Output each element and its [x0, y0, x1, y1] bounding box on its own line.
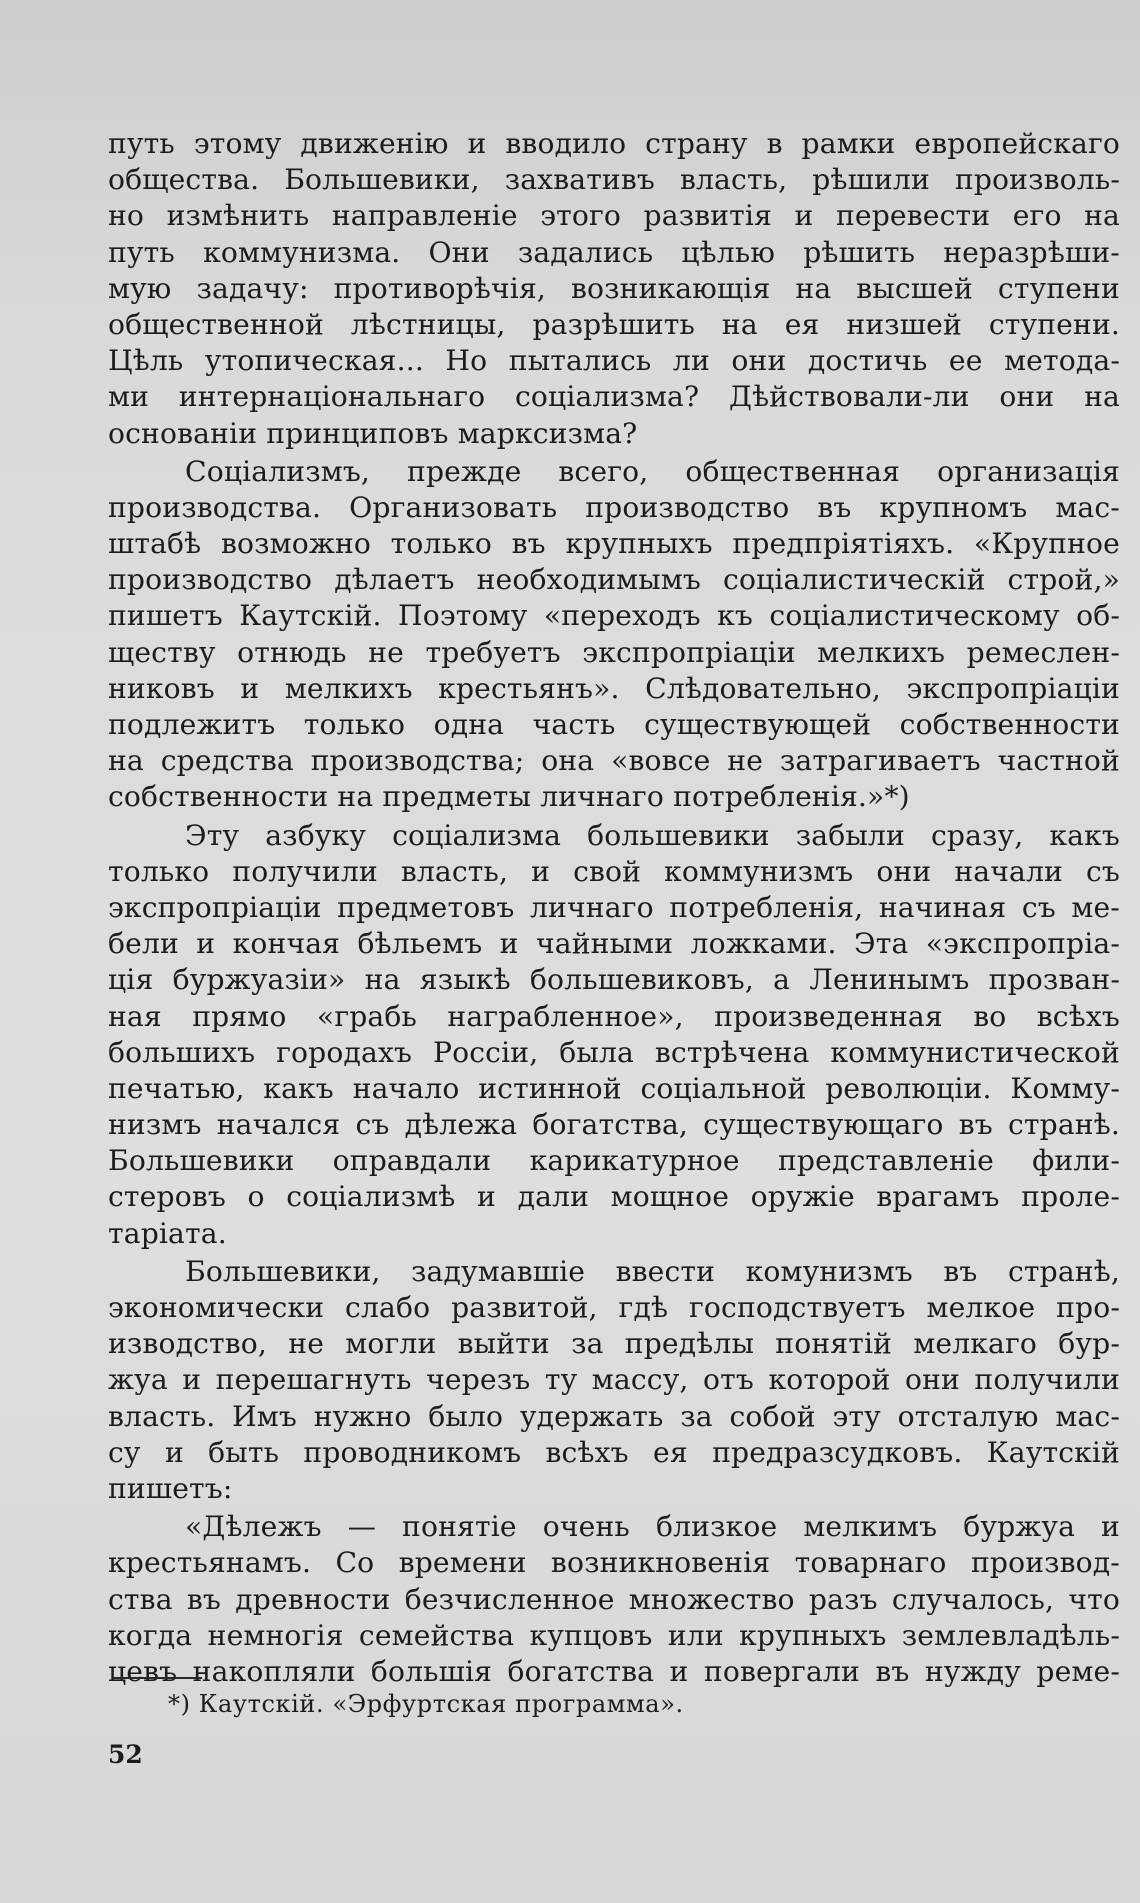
text-line: на средства производства; она «вовсе не затрагиваетъ частной	[108, 744, 1120, 778]
text-line: большихъ городахъ Россіи, была встрѣчена коммунистической	[108, 1035, 1120, 1069]
text-line: собственности на предметы личнаго потребленія.»*)	[108, 780, 910, 814]
text-line: жуа и перешагнуть черезъ ту массу, отъ которой они получили	[108, 1363, 1120, 1397]
text-line: власть. Имъ нужно было удержать за собой эту отсталую мас-	[108, 1399, 1120, 1433]
text-line: пишетъ:	[108, 1471, 233, 1505]
text-line: ми интернаціональнаго соціализма? Дѣйствовали-ли они на	[108, 380, 1120, 414]
text-line: экспропріаціи предметовъ личнаго потребленія, начиная съ ме-	[108, 890, 1120, 924]
text-line: ществу отнюдь не требуетъ экспропріаціи мелкихъ ремеслен-	[108, 635, 1120, 669]
text-line: подлежитъ только одна часть существующей собственности	[108, 708, 1120, 741]
text-line: никовъ и мелкихъ крестьянъ». Слѣдовательно, экспропріаціи	[108, 671, 1120, 705]
text-line: основаніи принциповъ марксизма?	[108, 416, 638, 450]
text-line: но измѣнить направленіе этого развитія и перевести его на	[108, 199, 1120, 233]
text-line: общества. Большевики, захвативъ власть, рѣшили произволь-	[108, 163, 1120, 197]
text-line: бели и кончая бѣльемъ и чайными ложками. Эта «экспропріа-	[108, 927, 1120, 961]
footnote: *) Каутскій. «Эрфуртская программа».	[168, 1690, 684, 1718]
text-line: общественной лѣстницы, разрѣшить на ея низшей ступени.	[108, 307, 1120, 341]
text-line: низмъ начался съ дѣлежа богатства, существующаго въ странѣ.	[108, 1108, 1120, 1142]
text-line: «Дѣлежъ — понятіе очень близкое мелкимъ буржуа и	[185, 1510, 1120, 1544]
text-line: ства въ древности безчисленное множество разъ случалось, что	[108, 1582, 1120, 1616]
text-line: изводство, не могли выйти за предѣлы понятій мелкаго бур-	[108, 1327, 1120, 1361]
text-line: мую задачу: противорѣчія, возникающія на высшей ступени	[108, 271, 1120, 305]
paragraph-1	[108, 126, 1120, 452]
text-line: стеровъ о соціализмѣ и дали мощное оружіе врагамъ проле-	[108, 1180, 1120, 1214]
text-line: штабѣ возможно только въ крупныхъ предпріятіяхъ. «Крупное	[108, 527, 1120, 561]
footnote-divider	[112, 1677, 202, 1679]
text-line: ная прямо «грабь награбленное», произведенная во всѣхъ	[108, 999, 1120, 1033]
text-line: путь этому движенію и вводило страну в рамки европейскаго	[108, 127, 1120, 160]
paragraph-5	[108, 1509, 1120, 1690]
text-line: Большевики оправдали карикатурное представленіе фили-	[108, 1144, 1120, 1178]
text-line: таріата.	[108, 1216, 227, 1250]
text-line: Соціализмъ, прежде всего, общественная организація	[185, 454, 1120, 488]
text-line: когда немногія семейства купцовъ или крупныхъ землевладѣль-	[108, 1618, 1120, 1652]
text-line: путь коммунизма. Они задались цѣлью рѣшить неразрѣши-	[108, 235, 1120, 269]
text-line: только получили власть, и свой коммунизмъ они начали съ	[108, 854, 1120, 888]
text-line: производства. Организовать производство въ крупномъ мас-	[108, 490, 1120, 524]
page-text	[108, 126, 1120, 1692]
text-line: экономически слабо развитой, гдѣ господствуетъ мелкое про-	[108, 1291, 1120, 1324]
paragraph-3	[108, 818, 1120, 1252]
text-line: Цѣль утопическая... Но пытались ли они достичь ее метода-	[108, 344, 1120, 378]
text-line: пишетъ Каутскій. Поэтому «переходъ къ соціалистическому об-	[108, 599, 1120, 633]
text-line: ція буржуазіи» на языкѣ большевиковъ, а Ленинымъ прозван-	[108, 963, 1120, 997]
text-line: печатью, какъ начало истинной соціальной революціи. Комму-	[108, 1071, 1120, 1105]
text-line: Эту азбуку соціализма большевики забыли сразу, какъ	[185, 818, 1120, 852]
page-number: 52	[108, 1740, 143, 1769]
paragraph-2	[108, 454, 1120, 816]
text-line: цевъ накопляли большія богатства и повергали въ нужду реме-	[108, 1654, 1120, 1688]
text-line: су и быть проводникомъ всѣхъ ея предразсудковъ. Каутскій	[108, 1435, 1120, 1469]
text-line: Большевики, задумавшіе ввести комунизмъ въ странѣ,	[185, 1254, 1120, 1288]
text-line: производство дѣлаетъ необходимымъ соціалистическій строй,»	[108, 563, 1120, 597]
text-line: крестьянамъ. Со времени возникновенія товарнаго производ-	[108, 1546, 1120, 1580]
paragraph-4	[108, 1254, 1120, 1507]
